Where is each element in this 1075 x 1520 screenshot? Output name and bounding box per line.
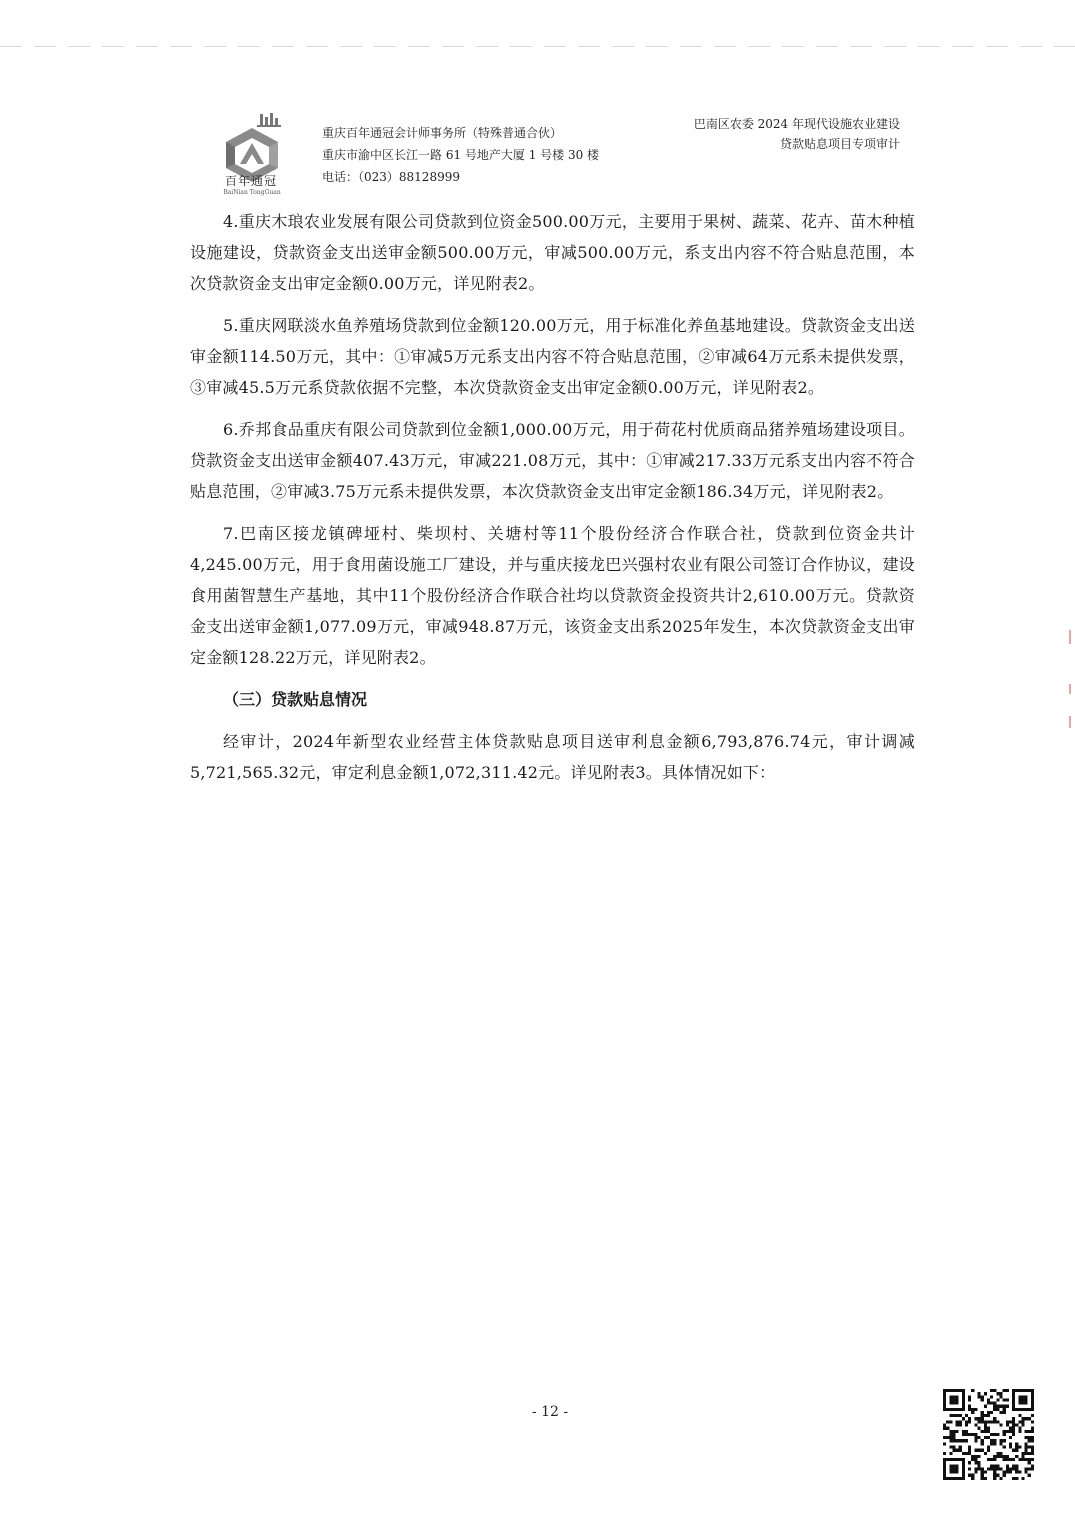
paragraph-item-4: 4.重庆木琅农业发展有限公司贷款到位资金500.00万元，主要用于果树、蔬菜、花卉、苗木种植设施建设，贷款资金支出送审金额500.00万元，审减500.00万元，系支出内容不符合贴息范围，本次贷款资金支出审定金额0.00万元，详见附表2。: [190, 212, 915, 293]
report-title-line1: 巴南区农委 2024 年现代设施农业建设: [693, 117, 900, 131]
qr-code-icon: [943, 1389, 1034, 1480]
page-header: [200, 110, 900, 202]
edge-mark: [1069, 684, 1071, 694]
edge-mark: [1069, 716, 1071, 728]
logo-subtext: BaiNian TongGuan: [223, 189, 281, 196]
report-title-line2: 贷款贴息项目专项审计: [779, 137, 900, 151]
report-title: [694, 114, 900, 154]
logo-name: 百年通冠: [224, 174, 277, 188]
firm-info: [322, 122, 599, 188]
firm-address: 重庆市渝中区长江一路 61 号地产大厦 1 号楼 30 楼: [322, 148, 600, 162]
paragraph-item-7: 7.巴南区接龙镇碑垭村、柴坝村、关塘村等11个股份经济合作联合社，贷款到位资金共计4,245.00万元，用于食用菌设施工厂建设，并与重庆接龙巴兴强村农业有限公司签订合作协议，建设食用菌智慧生产基地，其中11个股份经济合作联合社均以贷款资金投资共计2,610.00万元。贷款资金支出送审金额1,077.09万元，审减948.87万元，该资金支出系2025年发生，本次贷款资金支出审定金额128.22万元，详见附表2。: [190, 524, 915, 667]
section-heading: （三）贷款贴息情况: [223, 690, 368, 709]
firm-phone: 电话：（023）88128999: [322, 170, 460, 184]
page-number: - 12 -: [531, 1404, 569, 1420]
edge-mark: [1069, 630, 1071, 644]
scan-border-line: [0, 46, 1075, 47]
paragraph-item-5: 5.重庆网联淡水鱼养殖场贷款到位金额120.00万元，用于标准化养鱼基地建设。贷款资金支出送审金额114.50万元，其中：①审减5万元系支出内容不符合贴息范围，②审减64万元系未提供发票，③审减45.5万元系贷款依据不完整，本次贷款资金支出审定金额0.00万元，详见附表2。: [190, 316, 915, 397]
firm-name: 重庆百年通冠会计师事务所（特殊普通合伙）: [322, 126, 563, 140]
document-body: [190, 206, 915, 799]
closing-paragraph: 经审计，2024年新型农业经营主体贷款贴息项目送审利息金额6,793,876.74元，审计调减5,721,565.32元，审定利息金额1,072,311.42元。详见附表3。具体情况如下：: [190, 732, 915, 782]
paragraph-item-6: 6.乔邦食品重庆有限公司贷款到位金额1,000.00万元，用于荷花村优质商品猪养殖场建设项目。贷款资金支出送审金额407.43万元，审减221.08万元，其中：①审减217.33万元系支出内容不符合贴息范围，②审减3.75万元系未提供发票，本次贷款资金支出审定金额186.34万元，详见附表2。: [190, 420, 915, 501]
